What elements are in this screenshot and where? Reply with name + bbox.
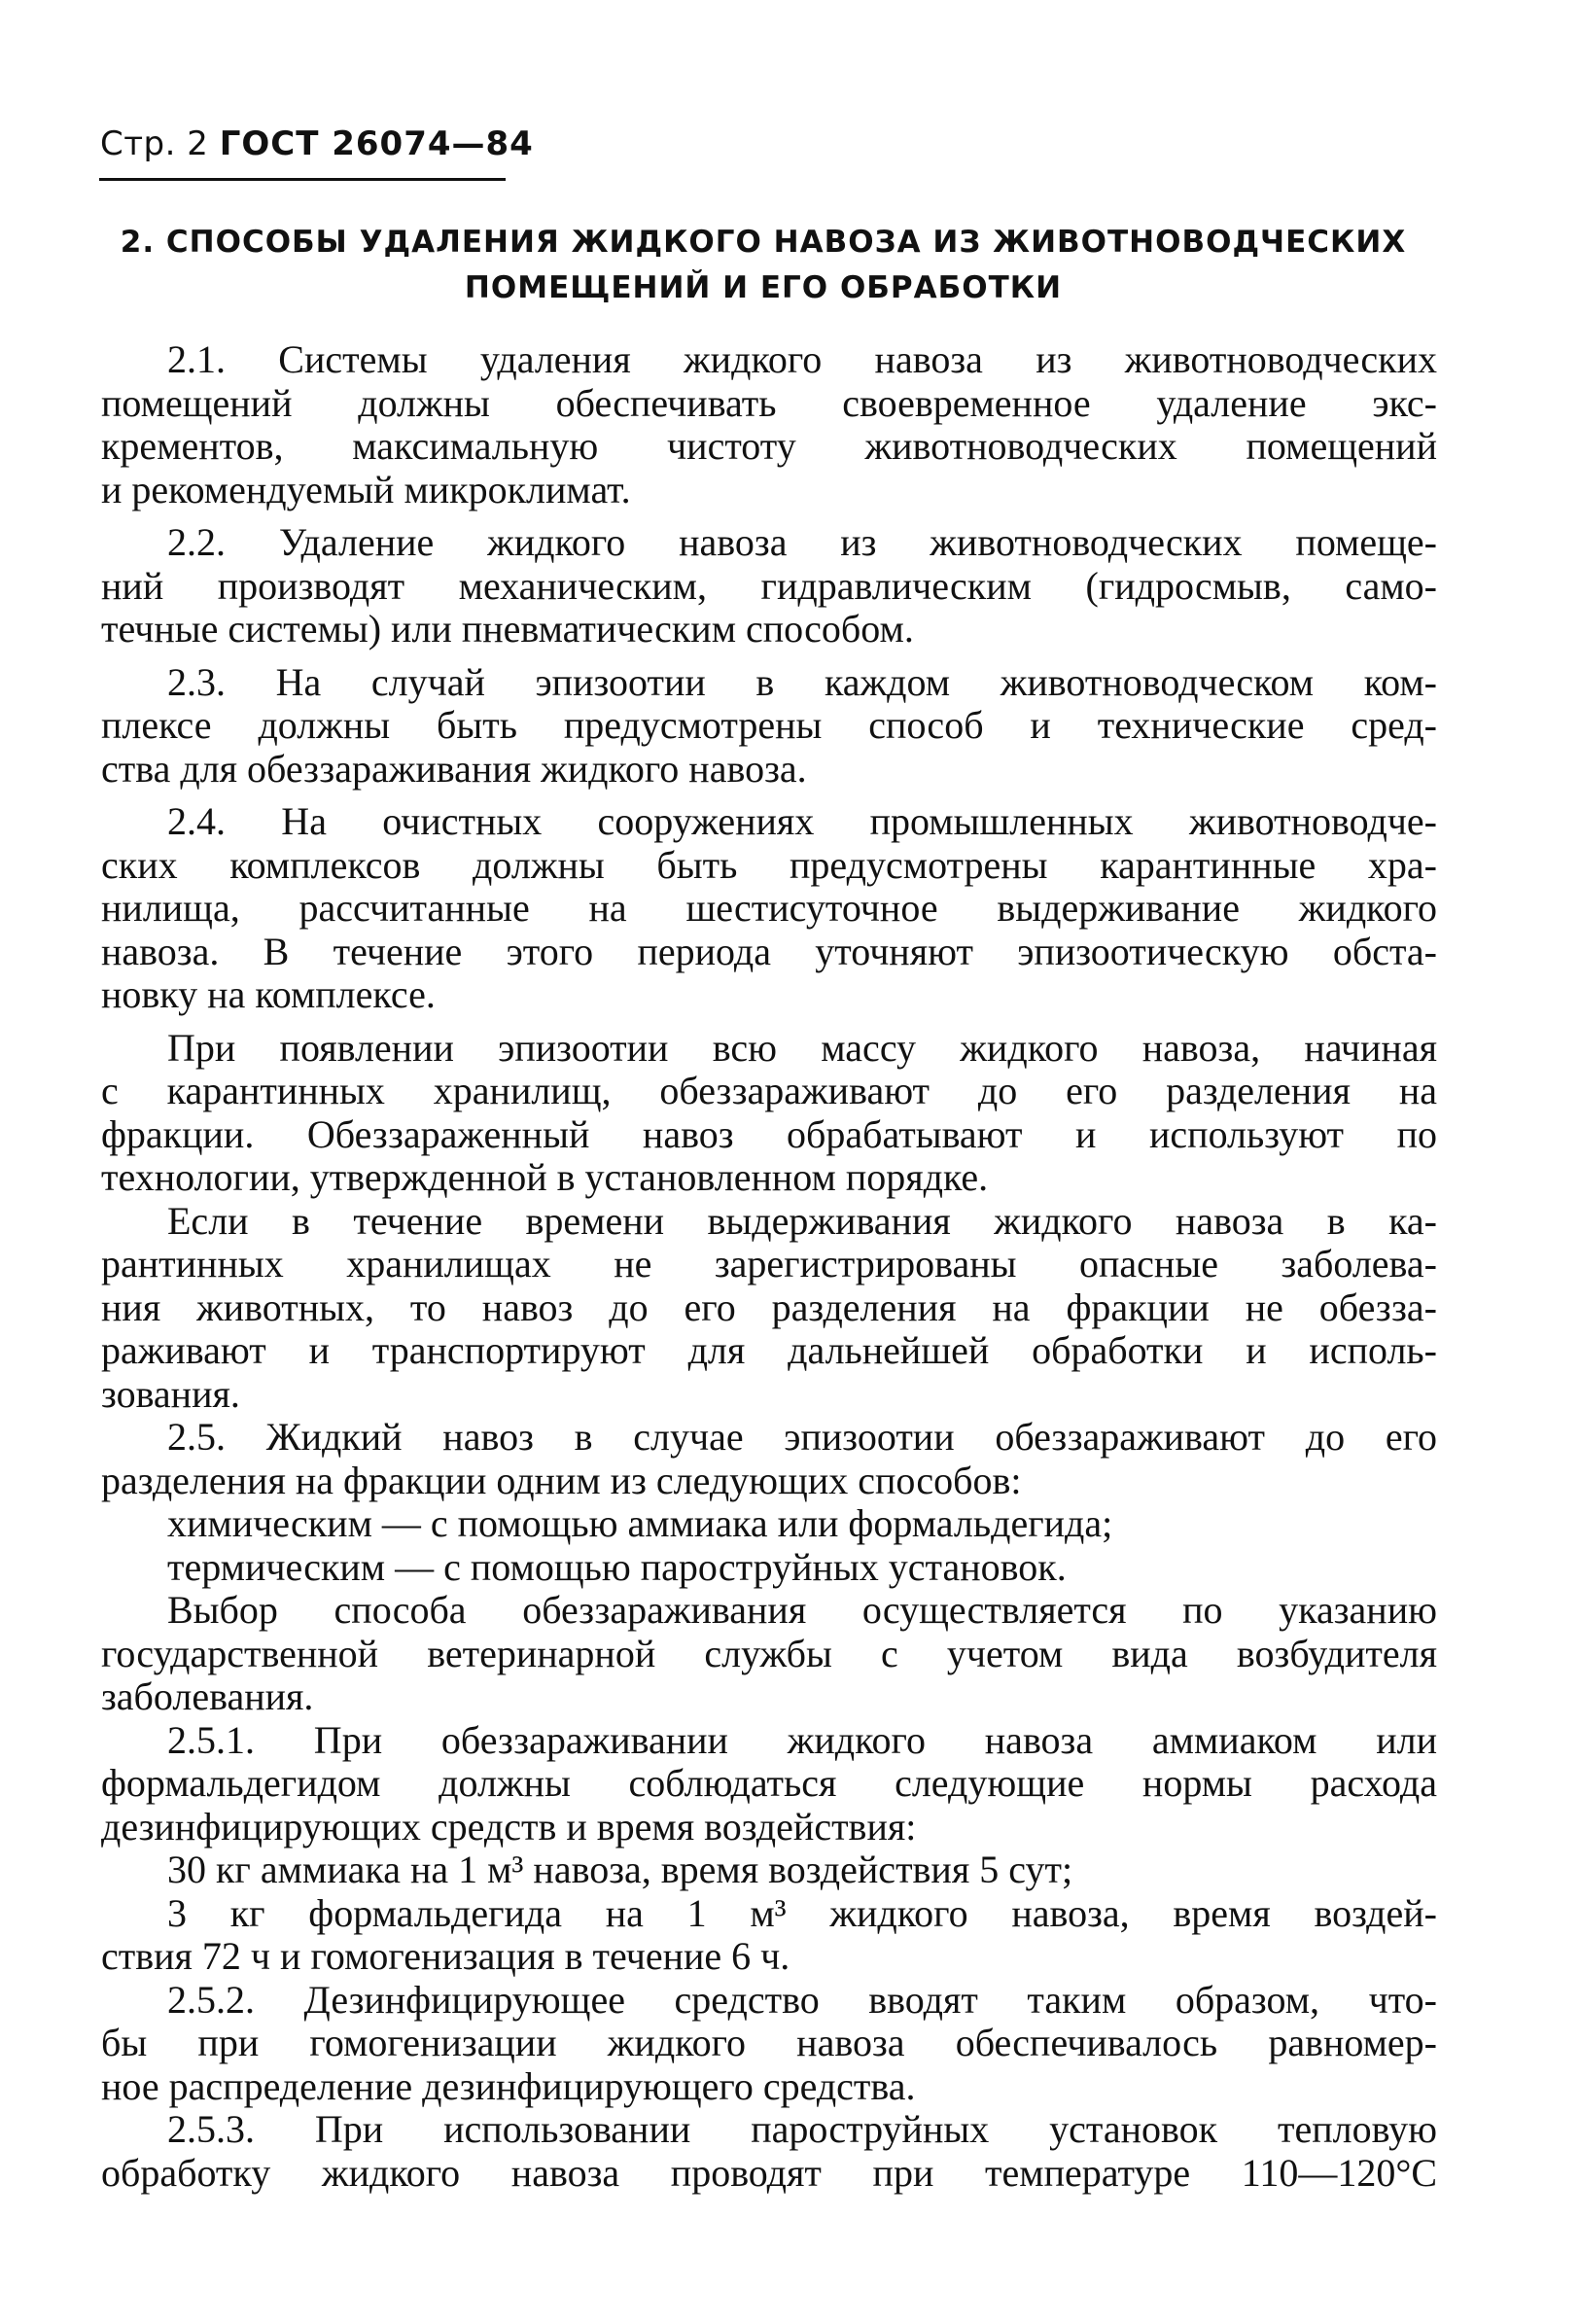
text-line: новку на комплексе. xyxy=(101,973,436,1016)
text-line: течные системы) или пневматическим способом. xyxy=(101,608,914,651)
text-line: 2.3. На случай эпизоотии в каждом животноводческом ком- xyxy=(167,660,1437,704)
text-line: государственной ветеринарной службы с учетом вида возбудителя xyxy=(101,1632,1437,1675)
text-line: ствия 72 ч и гомогенизация в течение 6 ч. xyxy=(101,1935,790,1978)
text-line: 2.5. Жидкий навоз в случае эпизоотии обеззараживают до его xyxy=(167,1416,1437,1459)
text-line: химическим — с помощью аммиака или формальдегида; xyxy=(167,1502,1113,1545)
text-line: При появлении эпизоотии всю массу жидкого навоза, начиная xyxy=(167,1026,1437,1070)
page-label: Стр. 2 xyxy=(100,124,209,163)
text-line: формальдегидом должны соблюдаться следующие нормы расхода xyxy=(101,1762,1437,1805)
text-line: ских комплексов должны быть предусмотрены карантинные хра- xyxy=(101,843,1437,887)
text-line: Выбор способа обеззараживания осуществляется по указанию xyxy=(167,1589,1437,1632)
text-line: 2.4. На очистных сооружениях промышленных животноводче- xyxy=(167,800,1437,843)
text-line: навоза. В течение этого периода уточняют эпизоотическую обста- xyxy=(101,930,1437,973)
text-line: 3 кг формальдегида на 1 м³ жидкого навоза, время воздей- xyxy=(167,1891,1437,1935)
text-line: плексе должны быть предусмотрены способ и технические сред- xyxy=(101,704,1437,747)
text-line: Если в течение времени выдерживания жидкого навоза в ка- xyxy=(167,1199,1437,1243)
text-line: бы при гомогенизации жидкого навоза обеспечивалось равномер- xyxy=(101,2022,1437,2064)
text-line: 2.2. Удаление жидкого навоза из животноводческих помеще- xyxy=(167,521,1437,564)
body-text xyxy=(101,338,1437,2195)
text-line: 2.5.1. При обеззараживании жидкого навоза аммиаком или xyxy=(167,1718,1437,1762)
section-title-line-1: 2. СПОСОБЫ УДАЛЕНИЯ ЖИДКОГО НАВОЗА ИЗ ЖИВОТНОВОДЧЕСКИХ xyxy=(120,225,1407,260)
text-line: помещений должны обеспечивать своевременное удаление экс- xyxy=(101,381,1437,425)
text-line: ное распределение дезинфицирующего средства. xyxy=(101,2064,916,2108)
standard-number: ГОСТ 26074—84 xyxy=(219,124,534,163)
text-line: обработку жидкого навоза проводят при температуре 110—120°С xyxy=(101,2151,1437,2195)
running-header xyxy=(100,124,534,163)
text-line: 30 кг аммиака на 1 м³ навоза, время воздействия 5 сут; xyxy=(167,1849,1073,1891)
section-title xyxy=(97,220,1429,311)
text-line: 2.1. Системы удаления жидкого навоза из животноводческих xyxy=(167,338,1437,381)
text-line: 2.5.3. При использовании пароструйных установок тепловую xyxy=(167,2108,1437,2151)
text-line: термическим — с помощью пароструйных установок. xyxy=(167,1545,1067,1589)
text-line: 2.5.2. Дезинфицирующее средство вводят таким образом, что- xyxy=(167,1978,1437,2022)
text-line: ства для обеззараживания жидкого навоза. xyxy=(101,747,807,791)
text-line: нилища, рассчитанные на шестисуточное выдерживание жидкого xyxy=(101,887,1437,930)
text-line: и рекомендуемый микроклимат. xyxy=(101,468,631,511)
text-line: ний производят механическим, гидравлическим (гидросмыв, само- xyxy=(101,564,1437,608)
text-line: ния животных, то навоз до его разделения на фракции не обезза- xyxy=(101,1285,1437,1329)
text-line: крементов, максимальную чистоту животноводческих помещений xyxy=(101,425,1437,468)
text-line: зования. xyxy=(101,1372,240,1416)
text-line: дезинфицирующих средств и время воздействия: xyxy=(101,1805,917,1849)
text-line: фракции. Обеззараженный навоз обрабатывают и используют по xyxy=(101,1112,1437,1156)
text-line: заболевания. xyxy=(101,1675,314,1718)
section-title-line-2: ПОМЕЩЕНИЙ И ЕГО ОБРАБОТКИ xyxy=(464,270,1063,305)
text-line: с карантинных хранилищ, обеззараживают до его разделения на xyxy=(101,1070,1437,1112)
header-rule xyxy=(99,178,506,181)
text-line: раживают и транспортируют для дальнейшей обработки и исполь- xyxy=(101,1329,1437,1372)
text-line: рантинных хранилищах не зарегистрированы опасные заболева- xyxy=(101,1243,1437,1285)
text-line: технологии, утвержденной в установленном порядке. xyxy=(101,1156,989,1199)
text-line: разделения на фракции одним из следующих способов: xyxy=(101,1459,1022,1502)
